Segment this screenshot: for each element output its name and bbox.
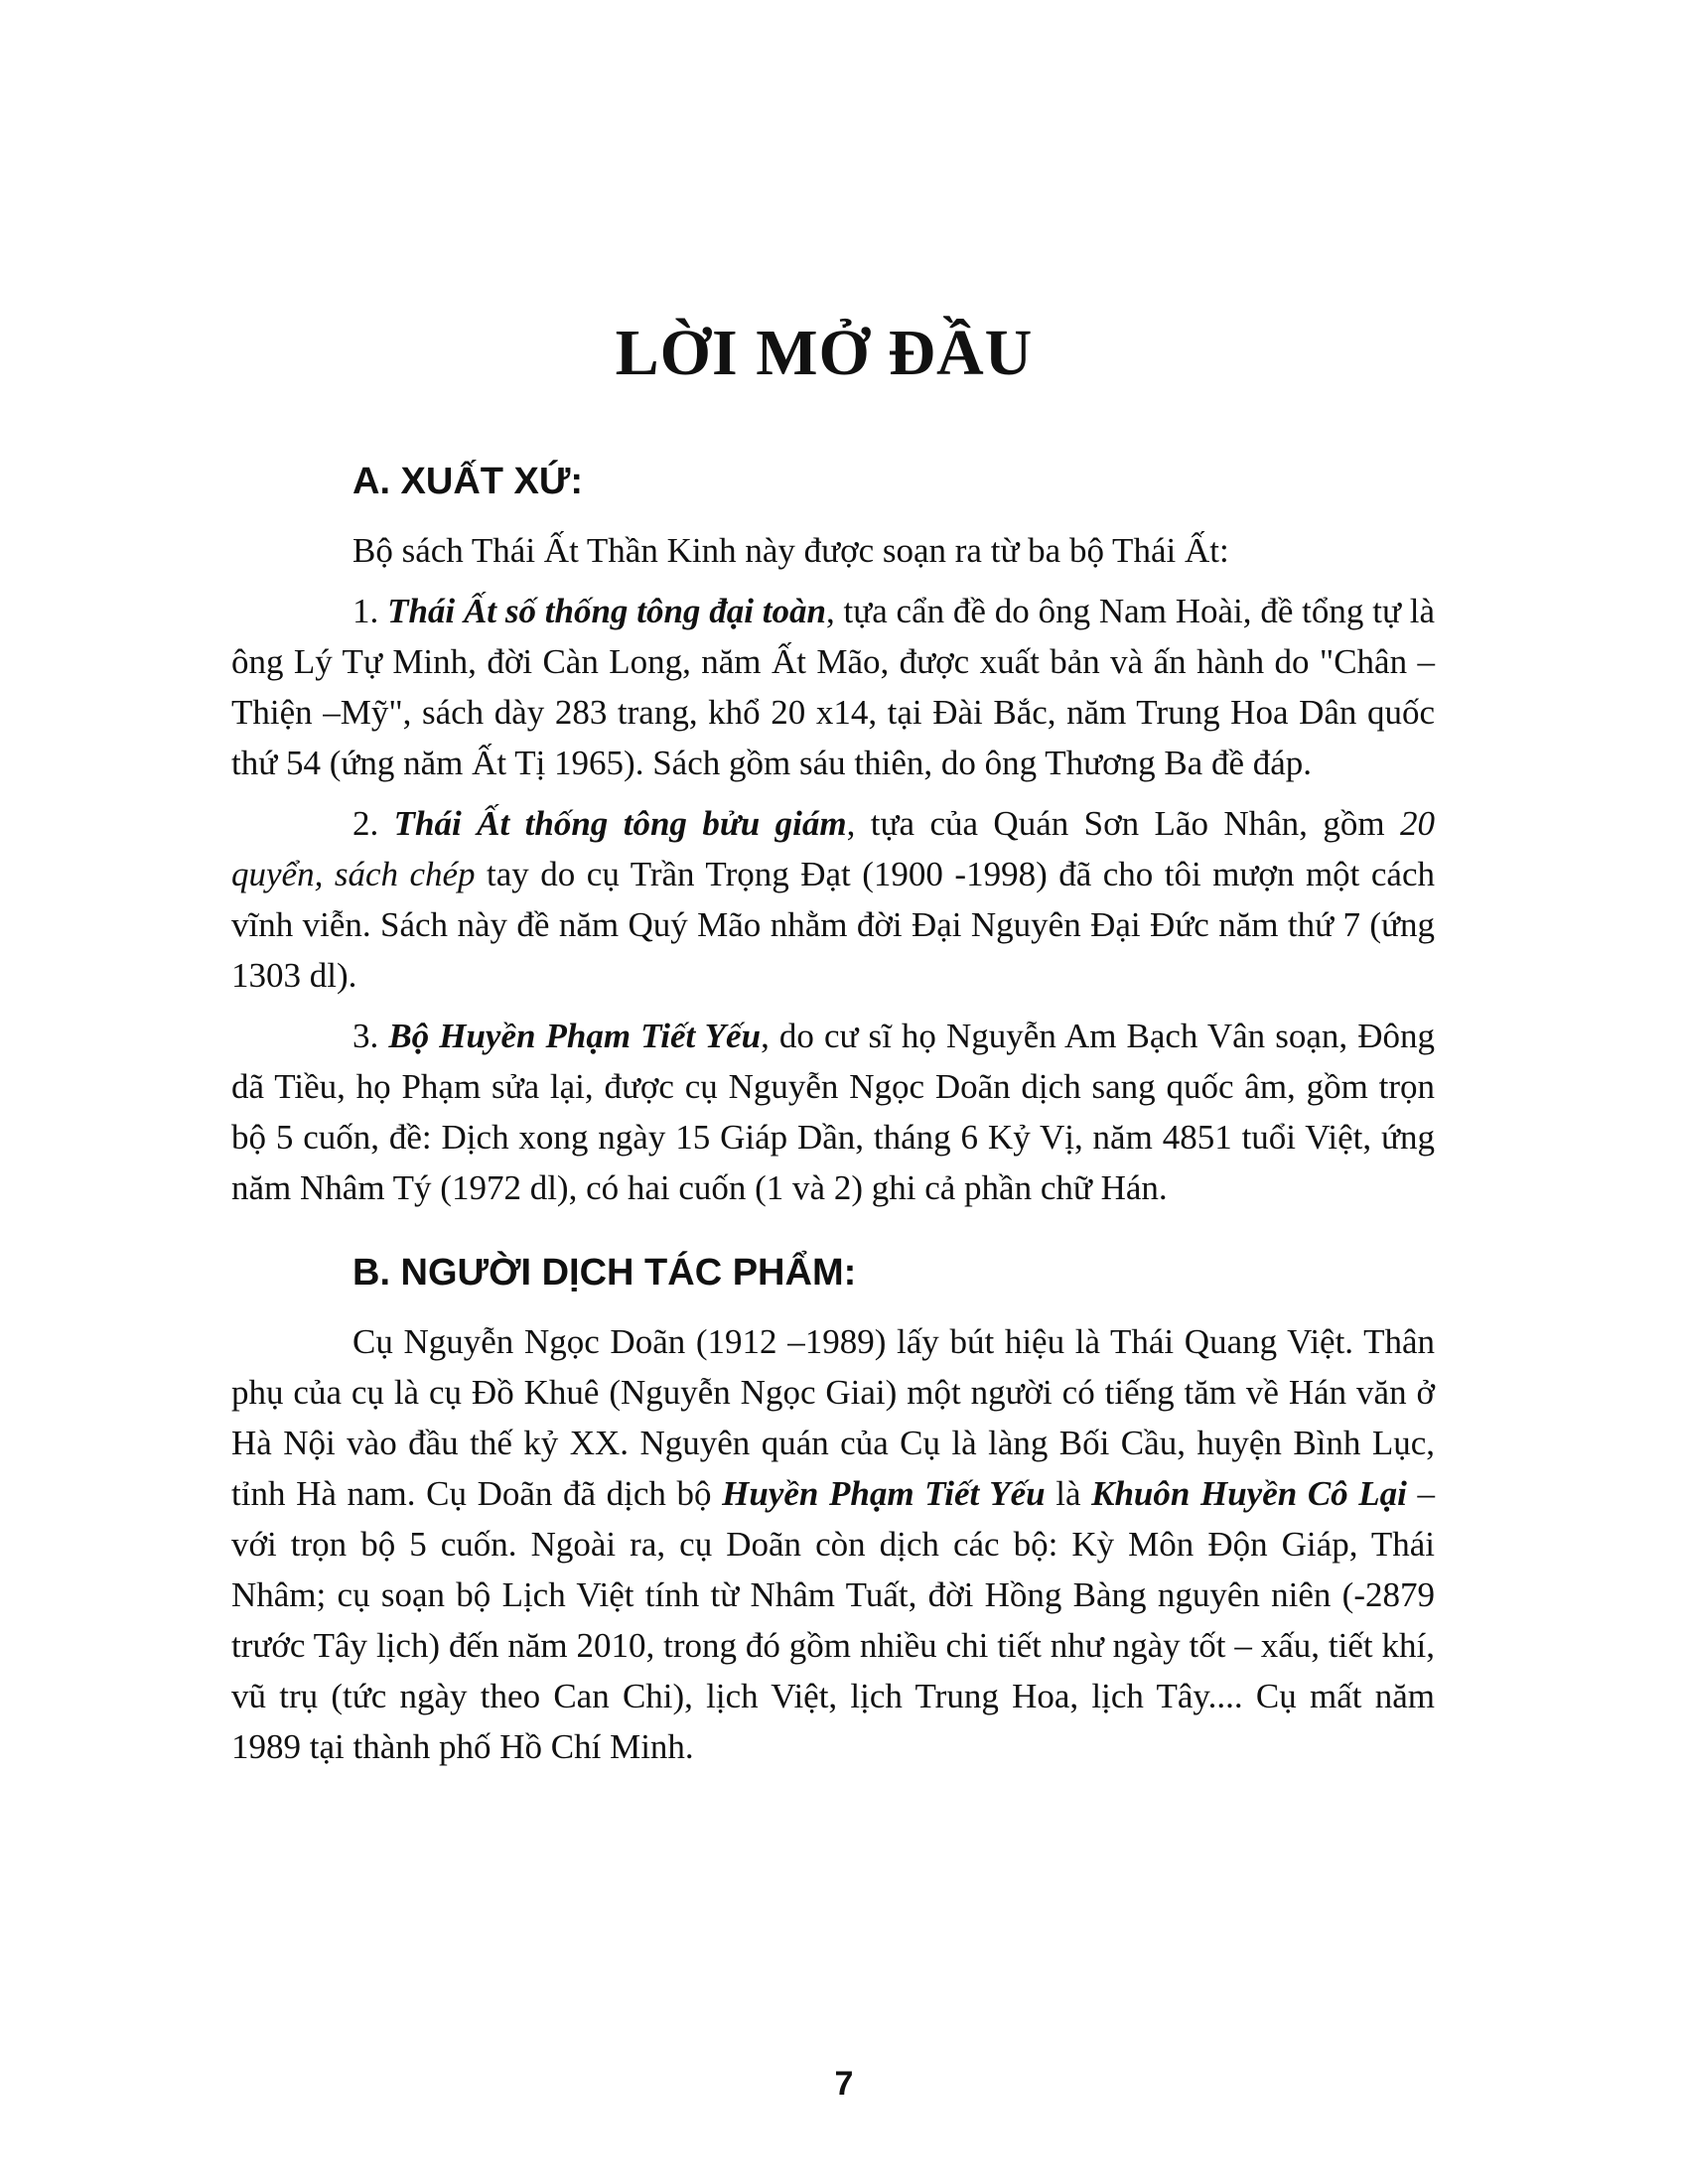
page-number: 7	[834, 2065, 854, 2103]
source-item-2	[231, 798, 1435, 1001]
item-text: , tựa cẩn đề do ông Nam Hoài, đề tổng tự là ông Lý Tự Minh, đời Càn Long, năm Ất Mão, được xuất bản và ấn hành do "Chân –Thiện –Mỹ", sách dày 283 trang, khổ 20 x14, tại Đài Bắc, năm Trung Hoa Dân quốc thứ 54 (ứng năm Ất Tị 1965). Sách gồm sáu thiên, do ông Thương Ba đề đáp.	[231, 592, 1435, 782]
section-a-intro: Bộ sách Thái Ất Thần Kinh này được soạn ra từ ba bộ Thái Ất:	[352, 531, 1229, 570]
item-number: 1.	[352, 592, 388, 630]
item-title: Thái Ất số thống tông đại toàn	[387, 592, 826, 630]
source-item-1	[231, 586, 1435, 788]
item-italic-text: 20 quyển, sách chép	[231, 804, 1435, 893]
translator-paragraph	[231, 1316, 1435, 1772]
paragraph-text: Cụ Nguyễn Ngọc Doãn (1912 –1989) lấy bút hiệu là Thái Quang Việt. Thân phụ của cụ là cụ Đồ Khuê (Nguyễn Ngọc Giai) một người có tiếng tăm về Hán văn ở Hà Nội vào đầu thế kỷ XX. Nguyên quán của Cụ là làng Bối Cầu, huyện Bình Lục, tỉnh Hà nam. Cụ Doãn đã dịch bộ	[231, 1322, 1435, 1513]
source-item-3	[231, 1011, 1435, 1213]
section-a-heading: A. XUẤT XỨ:	[352, 461, 584, 502]
item-number: 2.	[352, 804, 394, 843]
page-title: LỜI MỞ ĐẦU	[615, 317, 1034, 389]
book-title: Huyền Phạm Tiết Yếu	[722, 1474, 1046, 1513]
item-title: Thái Ất thống tông bửu giám	[393, 804, 847, 843]
item-title: Bộ Huyền Phạm Tiết Yếu	[388, 1017, 762, 1055]
item-text: , tựa của Quán Sơn Lão Nhân, gồm	[846, 804, 1400, 843]
item-text: , do cư sĩ họ Nguyễn Am Bạch Vân soạn, Đông dã Tiều, họ Phạm sửa lại, được cụ Nguyễn Ngọc Doãn dịch sang quốc âm, gồm trọn bộ 5 cuốn, đề: Dịch xong ngày 15 Giáp Dần, tháng 6 Kỷ Vị, năm 4851 tuổi Việt, ứng năm Nhâm Tý (1972 dl), có hai cuốn (1 và 2) ghi cả phần chữ Hán.	[231, 1017, 1436, 1207]
page-content	[231, 452, 1435, 1782]
item-number: 3.	[352, 1017, 389, 1055]
paragraph-text: – với trọn bộ 5 cuốn. Ngoài ra, cụ Doãn còn dịch các bộ: Kỳ Môn Độn Giáp, Thái Nhâm; cụ soạn bộ Lịch Việt tính từ Nhâm Tuất, đời Hồng Bàng nguyên niên (-2879 trước Tây lịch) đến năm 2010, trong đó gồm nhiều chi tiết như ngày tốt – xấu, tiết khí, vũ trụ (tức ngày theo Can Chi), lịch Việt, lịch Trung Hoa, lịch Tây.... Cụ mất năm 1989 tại thành phố Hồ Chí Minh.	[231, 1474, 1436, 1766]
section-b-heading: B. NGƯỜI DỊCH TÁC PHẨM:	[352, 1252, 857, 1294]
item-text: tay do cụ Trần Trọng Đạt (1900 -1998) đã cho tôi mượn một cách vĩnh viễn. Sách này đề năm Quý Mão nhằm đời Đại Nguyên Đại Đức năm thứ 7 (ứng 1303 dl).	[231, 855, 1435, 995]
paragraph-text: là	[1045, 1474, 1092, 1513]
book-title: Khuôn Huyền Cô Lại	[1091, 1474, 1407, 1513]
